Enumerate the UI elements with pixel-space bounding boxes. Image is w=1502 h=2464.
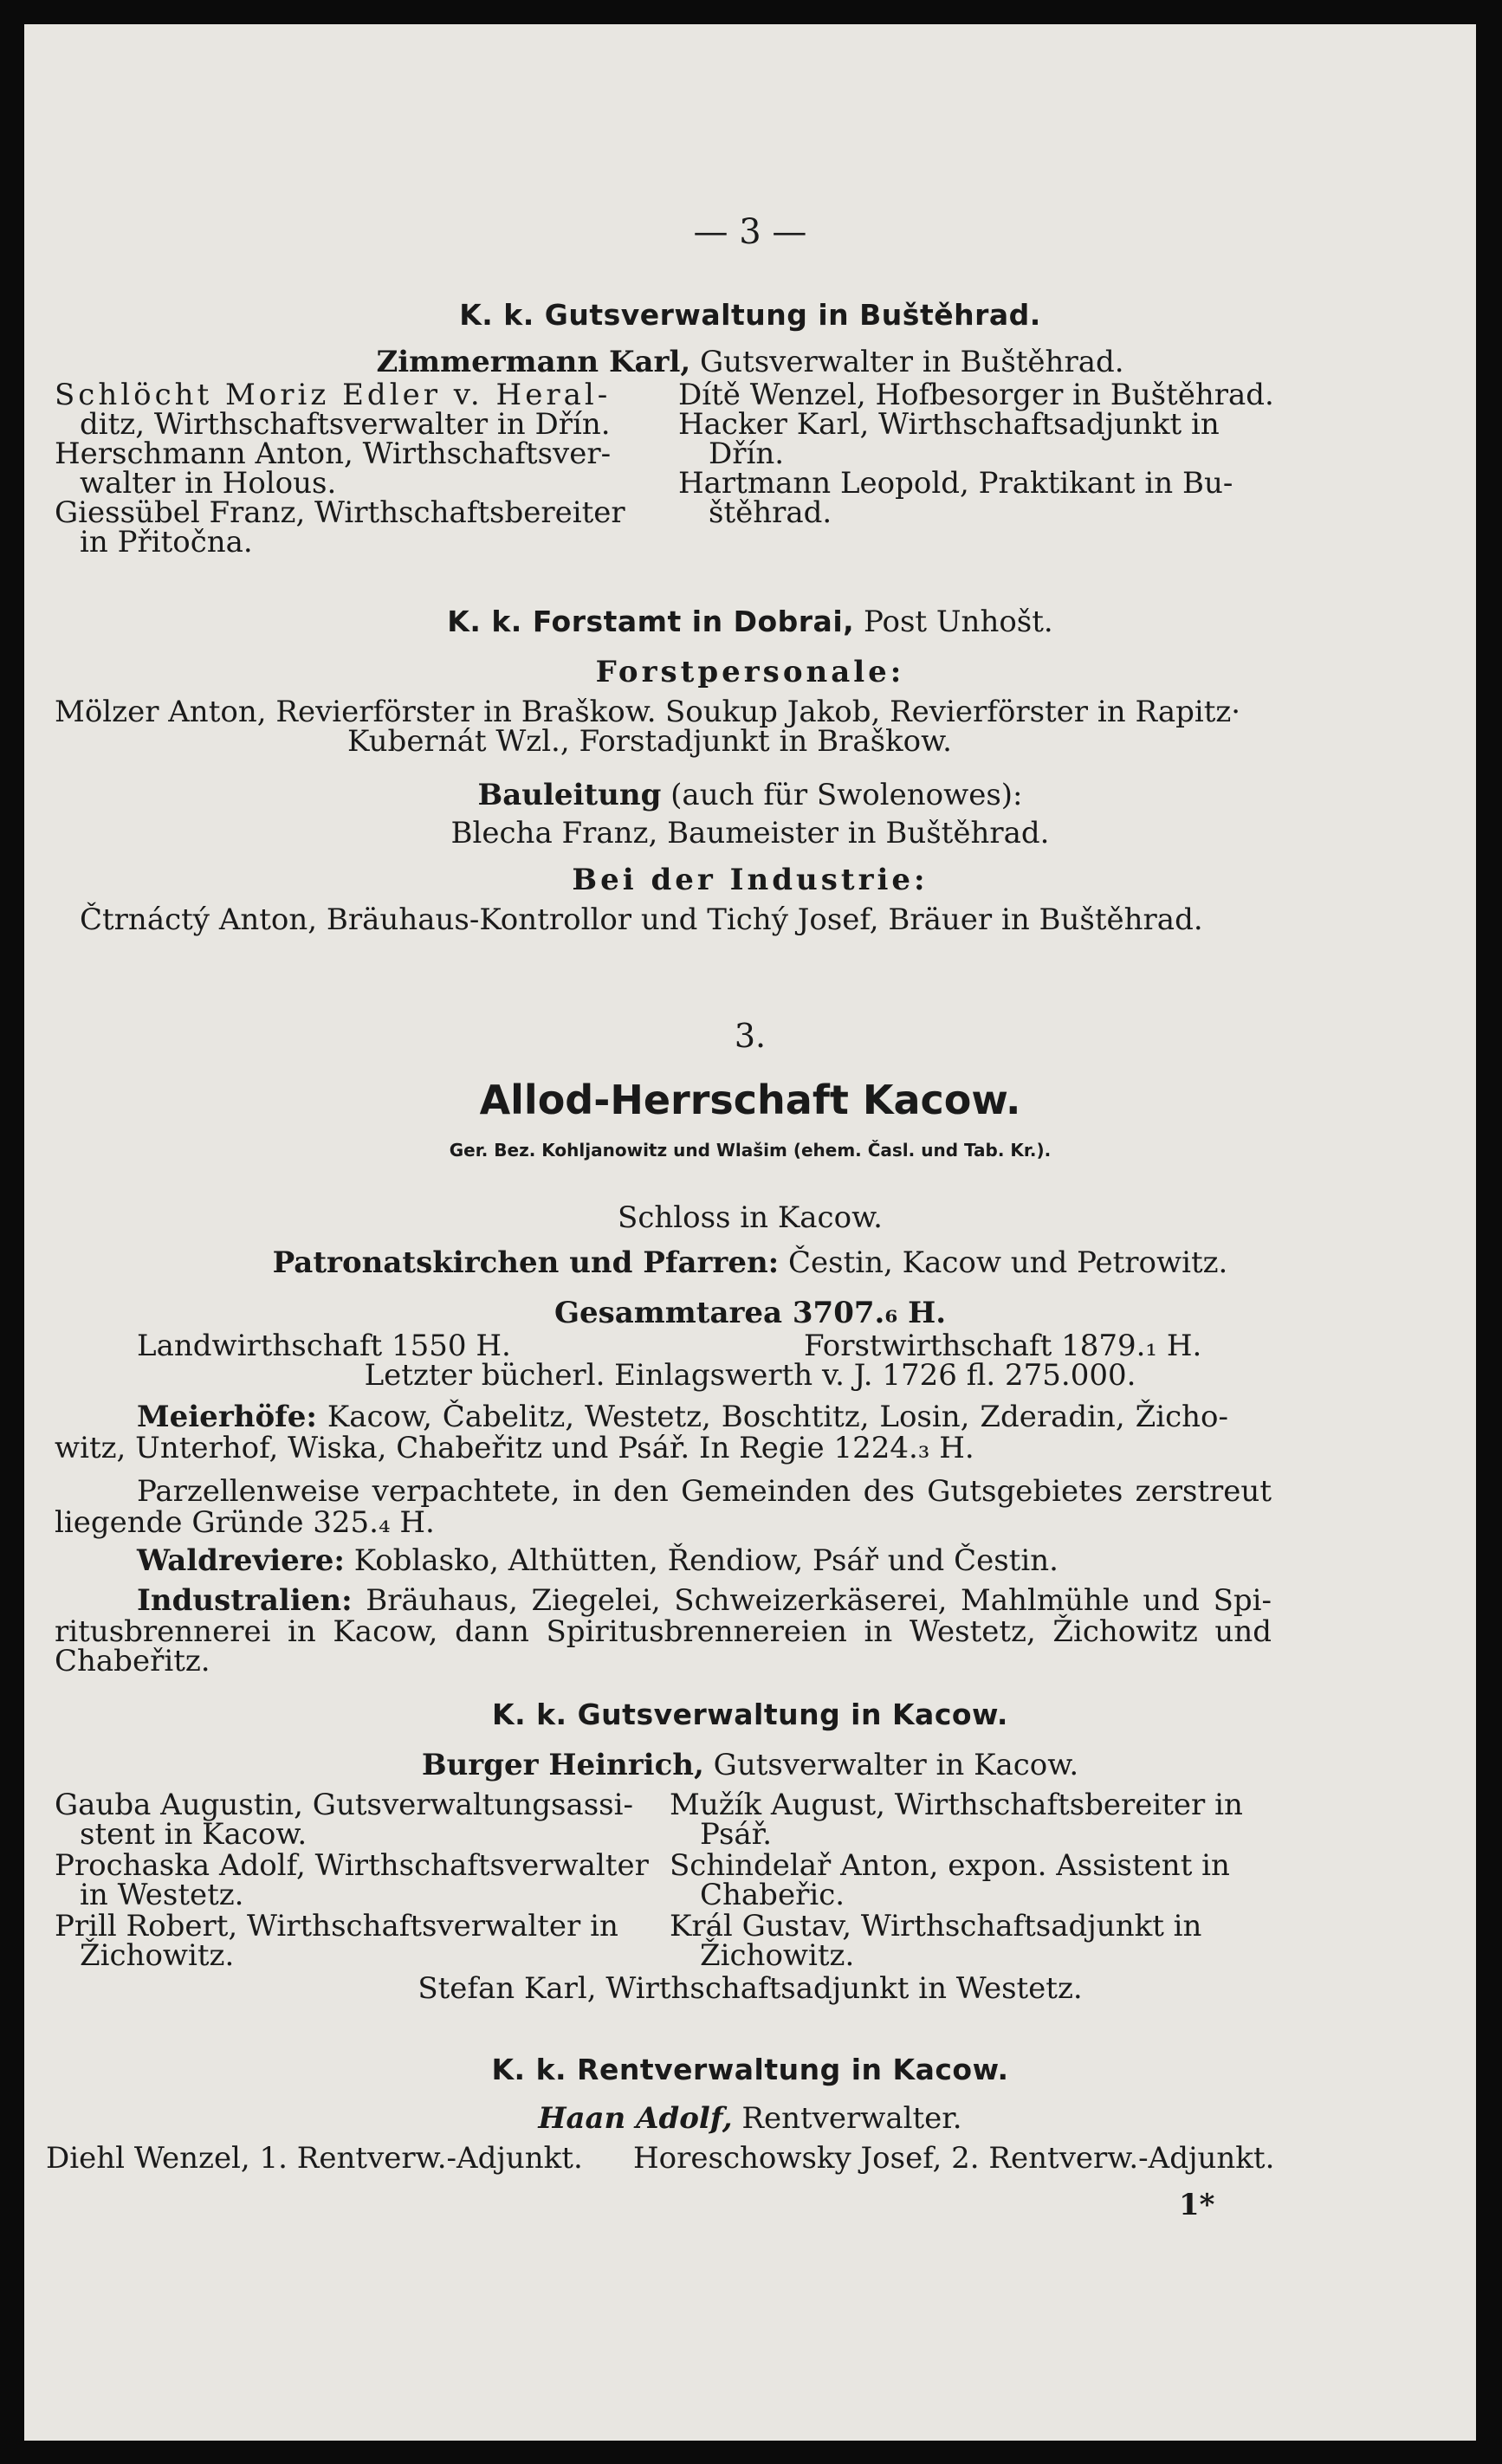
rent-head-person bbox=[24, 2103, 1476, 2134]
staff-left-2: ditz, Wirthschaftsverwalter in Dřín. bbox=[80, 407, 611, 442]
staff-left-3: Herschmann Anton, Wirthschaftsver- bbox=[55, 437, 612, 471]
kacow-head-person bbox=[24, 1749, 1476, 1781]
meierhoefe-label: Meierhöfe: bbox=[137, 1400, 317, 1434]
kacow-left-1: Gauba Augustin, Gutsverwaltungsassi- bbox=[55, 1788, 633, 1822]
staff-right-3: Dřín. bbox=[709, 437, 785, 471]
staff-left-1: Schlöcht Moriz Edler v. Heral- bbox=[55, 378, 612, 412]
industrie-text: Čtrnáctý Anton, Bräuhaus-Kontrollor und Tichý Josef, Bräuer in Buštěhrad. bbox=[80, 902, 1203, 937]
parzellen-line-2: liegende Gründe 325.₄ H. bbox=[55, 1505, 435, 1540]
kacow-right-1: Mužík August, Wirthschaftsbereiter in bbox=[670, 1788, 1243, 1822]
staff-right-5: štěhrad. bbox=[709, 495, 832, 530]
industrialien-text-1: Bräuhaus, Ziegelei, Schweizerkäserei, Mahlmühle und Spi- bbox=[366, 1583, 1272, 1618]
section-title-gutsverwaltung-bustehrad: K. k. Gutsverwaltung in Buštěhrad. bbox=[459, 298, 1041, 332]
waldreviere-label: Waldreviere: bbox=[137, 1543, 345, 1578]
gesammtarea: Gesammtarea 3707.₆ H. bbox=[554, 1296, 947, 1330]
rent-person-2: Horeschowsky Josef, 2. Rentverw.-Adjunkt. bbox=[633, 2141, 1275, 2176]
forst-person-3: Kubernát Wzl., Forstadjunkt in Braškow. bbox=[347, 724, 952, 759]
meierhoefe-text-1: Kacow, Čabelitz, Westetz, Boschtitz, Losin, Zderadin, Žicho- bbox=[327, 1400, 1228, 1434]
forst-person-2: Soukup Jakob, Revierförster in Rapitz· bbox=[665, 695, 1241, 729]
kacow-right-4: Chabeřic. bbox=[700, 1878, 845, 1912]
head-role: Gutsverwalter in Buštěhrad. bbox=[700, 345, 1124, 379]
rent-head-name: Haan Adolf, bbox=[538, 2101, 733, 2136]
staff-right-4: Hartmann Leopold, Praktikant in Bu- bbox=[678, 466, 1233, 501]
section-title-gutsverwaltung-kacow: K. k. Gutsverwaltung in Kacow. bbox=[492, 1698, 1008, 1731]
staff-left-5: Giessübel Franz, Wirthschaftsbereiter bbox=[55, 495, 625, 530]
kacow-left-2: stent in Kacow. bbox=[80, 1817, 308, 1852]
forstamt-title: K. k. Forstamt in Dobrai, bbox=[447, 605, 855, 638]
forstpersonale-label: Forstpersonale: bbox=[595, 655, 905, 689]
kacow-left-6: Žichowitz. bbox=[80, 1938, 235, 1973]
parzellen-line-1: Parzellenweise verpachtete, in den Gemeinden des Gutsgebietes zerstreut bbox=[137, 1474, 1272, 1509]
patronat-label: Patronatskirchen und Pfarren: bbox=[272, 1245, 780, 1280]
einlagswerth: Letzter bücherl. Einlagswerth v. J. 1726 fl. 275.000. bbox=[364, 1358, 1136, 1393]
kacow-left-4: in Westetz. bbox=[80, 1878, 244, 1912]
page-number: — 3 — bbox=[693, 212, 807, 252]
kacow-left-3: Prochaska Adolf, Wirthschaftsverwalter bbox=[55, 1848, 649, 1883]
forstwirthschaft: Forstwirthschaft 1879.₁ H. bbox=[804, 1329, 1202, 1363]
rent-head-role: Rentverwalter. bbox=[741, 2101, 962, 2136]
industrialien-line-3: Chabeřitz. bbox=[55, 1644, 210, 1678]
rent-person-1: Diehl Wenzel, 1. Rentverw.-Adjunkt. bbox=[46, 2141, 583, 2176]
waldreviere-text: Koblasko, Althütten, Řendiow, Psář und Čestin. bbox=[353, 1543, 1059, 1578]
section-title-rentverwaltung: K. k. Rentverwaltung in Kacow. bbox=[491, 2053, 1009, 2086]
kacow-last-person: Stefan Karl, Wirthschaftsadjunkt in Westetz. bbox=[418, 1971, 1083, 2006]
industrialien-line-2: ritusbrennerei in Kacow, dann Spiritusbrennereien in Westetz, Žichowitz und bbox=[55, 1614, 1272, 1649]
section-title-allod-kacow: Allod-Herrschaft Kacow. bbox=[479, 1077, 1021, 1123]
section-title-forstamt bbox=[24, 606, 1476, 637]
kacow-right-3: Schindelař Anton, expon. Assistent in bbox=[670, 1848, 1230, 1883]
section-subtitle: Ger. Bez. Kohljanowitz und Wlašim (ehem. Časl. und Tab. Kr.). bbox=[449, 1140, 1052, 1161]
staff-left-4: walter in Holous. bbox=[80, 466, 337, 501]
patronat-line bbox=[24, 1247, 1476, 1278]
bauleitung-person: Blecha Franz, Baumeister in Buštěhrad. bbox=[450, 816, 1050, 850]
forst-person-1: Mölzer Anton, Revierförster in Braškow. bbox=[55, 695, 657, 729]
kacow-right-6: Žichowitz. bbox=[700, 1938, 855, 1973]
waldreviere-line bbox=[137, 1545, 1059, 1576]
bauleitung-text: (auch für Swolenowes): bbox=[670, 778, 1023, 812]
kacow-head-role: Gutsverwalter in Kacow. bbox=[713, 1748, 1079, 1782]
bauleitung-label: Bauleitung bbox=[477, 778, 662, 812]
staff-right-1: Dítě Wenzel, Hofbesorger in Buštěhrad. bbox=[678, 378, 1274, 412]
schloss-line: Schloss in Kacow. bbox=[618, 1200, 883, 1235]
head-name: Zimmermann Karl, bbox=[376, 345, 691, 379]
landwirthschaft: Landwirthschaft 1550 H. bbox=[137, 1329, 511, 1363]
industrialien-label: Industralien: bbox=[137, 1583, 353, 1618]
section-number: 3. bbox=[734, 1017, 767, 1055]
document-page bbox=[24, 24, 1476, 2441]
kacow-right-2: Psář. bbox=[700, 1817, 773, 1852]
meierhoefe-line-2: witz, Unterhof, Wiska, Chabeřitz und Psář. In Regie 1224.₃ H. bbox=[55, 1431, 974, 1465]
forstamt-post: Post Unhošt. bbox=[864, 605, 1053, 639]
signature-mark: 1* bbox=[1179, 2188, 1215, 2222]
patronat-text: Čestin, Kacow und Petrowitz. bbox=[788, 1245, 1228, 1280]
staff-left-6: in Přitočna. bbox=[80, 525, 253, 559]
kacow-left-5: Prill Robert, Wirthschaftsverwalter in bbox=[55, 1909, 618, 1943]
kacow-head-name: Burger Heinrich, bbox=[421, 1748, 704, 1782]
bauleitung-line bbox=[24, 779, 1476, 811]
industrie-label: Bei der Industrie: bbox=[572, 863, 929, 897]
staff-right-2: Hacker Karl, Wirthschaftsadjunkt in bbox=[678, 407, 1220, 442]
section-head-person bbox=[24, 346, 1476, 378]
kacow-right-5: Král Gustav, Wirthschaftsadjunkt in bbox=[670, 1909, 1202, 1943]
meierhoefe-line-1 bbox=[137, 1401, 1228, 1432]
industrialien-line-1 bbox=[137, 1585, 1272, 1616]
